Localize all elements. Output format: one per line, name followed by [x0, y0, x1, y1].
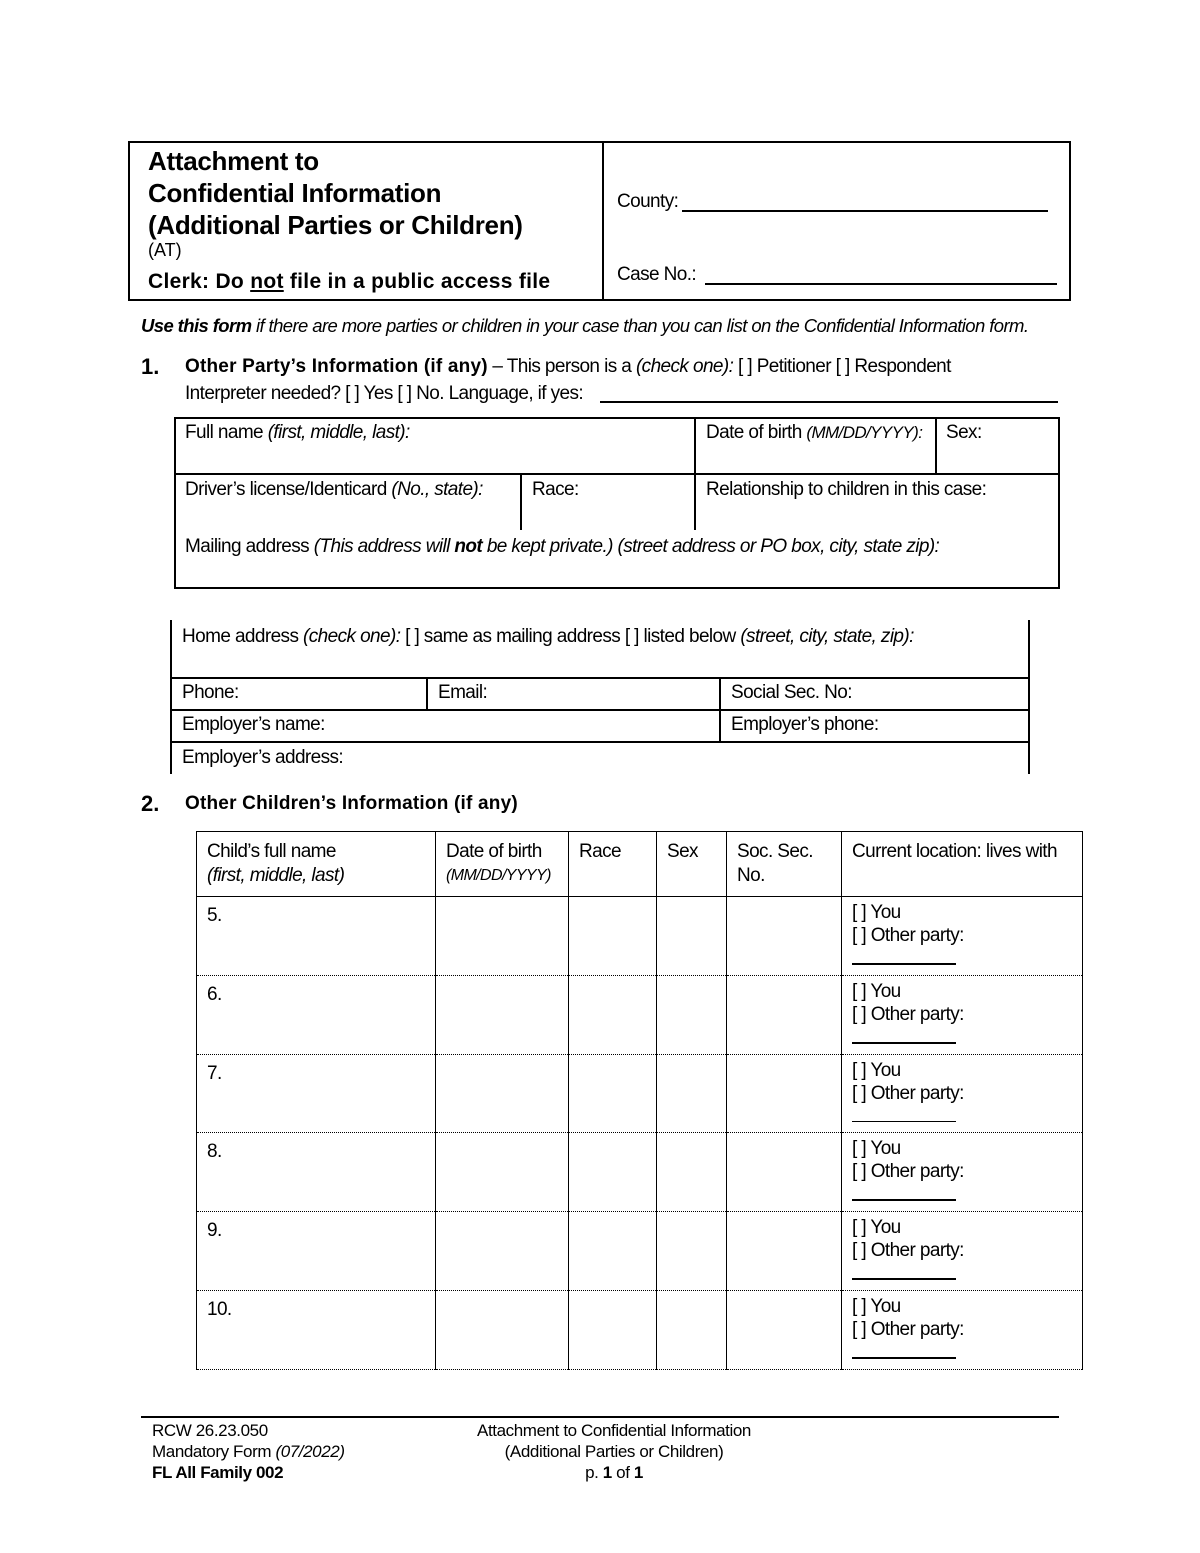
case-number-label: Case No.:	[617, 264, 697, 285]
col-current-location: Current location: lives with	[842, 832, 1083, 897]
sex-cell[interactable]	[657, 1055, 727, 1133]
children-table-header	[197, 832, 1083, 897]
location-cell[interactable]	[842, 897, 1083, 976]
col-sex: Sex	[657, 832, 727, 897]
phone-field[interactable]: Phone:	[182, 682, 239, 703]
location-cell[interactable]	[842, 1055, 1083, 1133]
other-party-option[interactable]: [ ] Other party:	[852, 924, 1072, 971]
relationship-field[interactable]: Relationship to children in this case:	[706, 479, 987, 500]
employer-phone-field[interactable]: Employer’s phone:	[731, 714, 879, 735]
location-cell[interactable]	[842, 1291, 1083, 1370]
language-line[interactable]	[600, 401, 1058, 403]
footer-center-line-2: (Additional Parties or Children)	[504, 1442, 724, 1461]
social-security-field[interactable]: Social Sec. No:	[731, 682, 852, 703]
you-checkbox[interactable]: [ ] You	[852, 902, 901, 923]
footer-center-line-1: Attachment to Confidential Information	[477, 1421, 751, 1440]
full-name-field[interactable]: Full name (first, middle, last):	[185, 422, 410, 443]
interpreter-question: Interpreter needed? [ ] Yes [ ] No. Language, if yes:	[185, 383, 584, 404]
col-soc-sec: Soc. Sec. No.	[727, 832, 842, 897]
race-cell[interactable]	[569, 976, 657, 1055]
dob-cell[interactable]	[436, 1055, 569, 1133]
county-line[interactable]	[682, 210, 1048, 212]
footer-rule	[141, 1416, 1059, 1418]
sex-cell[interactable]	[657, 976, 727, 1055]
race-cell[interactable]	[569, 1055, 657, 1133]
sex-cell[interactable]	[657, 1133, 727, 1212]
race-cell[interactable]	[569, 897, 657, 976]
title-line-2: Confidential Information	[148, 178, 442, 208]
case-number-line[interactable]	[705, 283, 1057, 285]
table-row	[197, 1133, 1083, 1212]
dob-cell[interactable]	[436, 1133, 569, 1212]
other-party-option[interactable]: [ ] Other party:	[852, 1318, 1072, 1365]
col-date-of-birth: Date of birth (MM/DD/YYYY)	[436, 832, 569, 897]
footer-page-number: p. 1 of 1	[585, 1463, 643, 1482]
dob-cell[interactable]	[436, 1212, 569, 1291]
dob-cell[interactable]	[436, 897, 569, 976]
row-number[interactable]: 9.	[197, 1212, 436, 1291]
you-checkbox[interactable]: [ ] You	[852, 981, 901, 1002]
row-number[interactable]: 8.	[197, 1133, 436, 1212]
form-code: (AT)	[148, 240, 182, 260]
col-race: Race	[569, 832, 657, 897]
ssn-cell[interactable]	[727, 1212, 842, 1291]
table-row	[197, 1291, 1083, 1370]
sex-field[interactable]: Sex:	[946, 422, 982, 443]
intro-text: Use this form if there are more parties or children in your case than you can list on the Confidential Information form.	[141, 315, 1029, 336]
table-row	[197, 1212, 1083, 1291]
you-checkbox[interactable]: [ ] You	[852, 1296, 901, 1317]
you-checkbox[interactable]: [ ] You	[852, 1217, 901, 1238]
location-cell[interactable]	[842, 976, 1083, 1055]
footer-left	[152, 1420, 345, 1483]
title-line-3: (Additional Parties or Children)	[148, 210, 523, 240]
county-field[interactable]	[617, 191, 678, 213]
row-number[interactable]: 7.	[197, 1055, 436, 1133]
date-of-birth-field[interactable]: Date of birth (MM/DD/YYYY):	[706, 422, 923, 443]
footer-form-id: FL All Family 002	[152, 1463, 284, 1482]
table-row	[197, 976, 1083, 1055]
footer-rcw: RCW 26.23.050	[152, 1421, 268, 1440]
location-cell[interactable]	[842, 1212, 1083, 1291]
race-cell[interactable]	[569, 1291, 657, 1370]
clerk-notice: Clerk: Do not file in a public access file	[148, 270, 551, 293]
title-line-1: Attachment to	[148, 146, 319, 176]
race-cell[interactable]	[569, 1212, 657, 1291]
you-checkbox[interactable]: [ ] You	[852, 1060, 901, 1081]
ssn-cell[interactable]	[727, 1055, 842, 1133]
sex-cell[interactable]	[657, 1212, 727, 1291]
section-2-heading: Other Children’s Information (if any)	[185, 793, 518, 814]
row-number[interactable]: 5.	[197, 897, 436, 976]
ssn-cell[interactable]	[727, 1291, 842, 1370]
other-party-option[interactable]: [ ] Other party:	[852, 1239, 1072, 1286]
sex-cell[interactable]	[657, 1291, 727, 1370]
row-number[interactable]: 10.	[197, 1291, 436, 1370]
table-row	[197, 897, 1083, 976]
other-party-option[interactable]: [ ] Other party:	[852, 1003, 1072, 1050]
home-address-field[interactable]: Home address (check one): [ ] same as mailing address [ ] listed below (street, city, state, zip):	[182, 626, 914, 647]
sex-cell[interactable]	[657, 897, 727, 976]
employer-name-field[interactable]: Employer’s name:	[182, 714, 325, 735]
footer-center	[414, 1420, 814, 1483]
ssn-cell[interactable]	[727, 897, 842, 976]
dob-cell[interactable]	[436, 976, 569, 1055]
mailing-address-field[interactable]: Mailing address (This address will not be kept private.) (street address or PO box, city, state zip):	[185, 536, 940, 557]
race-cell[interactable]	[569, 1133, 657, 1212]
children-table	[196, 831, 1083, 1370]
footer-mandatory: Mandatory Form (07/2022)	[152, 1442, 345, 1461]
form-title	[148, 145, 523, 241]
license-field[interactable]: Driver’s license/Identicard (No., state):	[185, 479, 483, 500]
dob-cell[interactable]	[436, 1291, 569, 1370]
county-label: County:	[617, 191, 679, 212]
employer-address-field[interactable]: Employer’s address:	[182, 747, 344, 768]
race-field[interactable]: Race:	[532, 479, 579, 500]
you-checkbox[interactable]: [ ] You	[852, 1138, 901, 1159]
ssn-cell[interactable]	[727, 976, 842, 1055]
ssn-cell[interactable]	[727, 1133, 842, 1212]
other-party-option[interactable]: [ ] Other party:	[852, 1082, 1072, 1128]
section-2-number: 2.	[141, 791, 160, 816]
case-number-field[interactable]	[617, 264, 696, 286]
row-number[interactable]: 6.	[197, 976, 436, 1055]
location-cell[interactable]	[842, 1133, 1083, 1212]
table-row	[197, 1055, 1083, 1133]
header-divider	[602, 141, 604, 301]
email-field[interactable]: Email:	[438, 682, 488, 703]
section-1-number: 1.	[141, 354, 160, 379]
col-child-name: Child’s full name (first, middle, last)	[197, 832, 436, 897]
section-1-heading: Other Party’s Information (if any) – This person is a (check one): [ ] Petitioner [ ] Respondent	[185, 356, 951, 377]
other-party-option[interactable]: [ ] Other party:	[852, 1160, 1072, 1207]
